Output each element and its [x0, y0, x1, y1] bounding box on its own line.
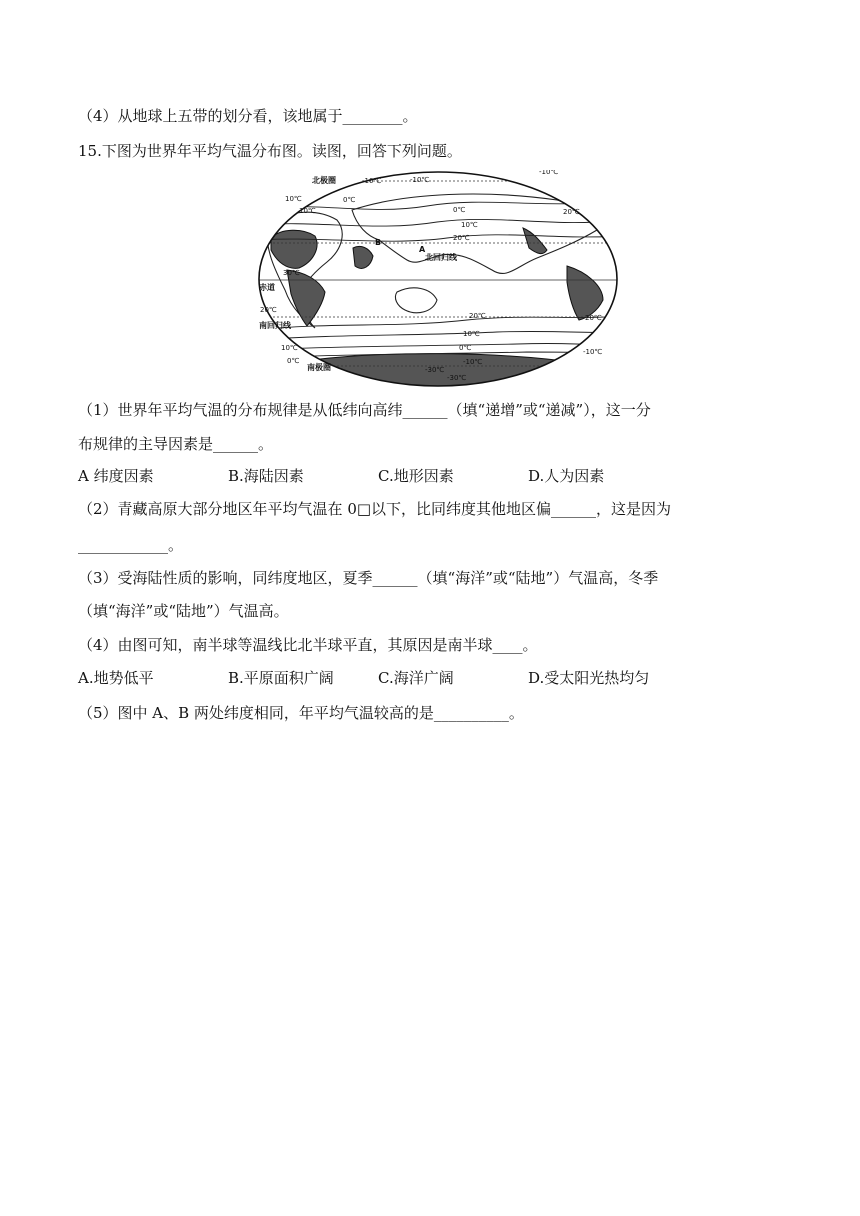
point-a-label: A — [419, 245, 426, 254]
isotherm-label: 20℃ — [260, 306, 277, 314]
q15-part2-line2: ____________。 — [78, 536, 184, 554]
isotherm-label: 30℃ — [283, 269, 300, 277]
isotherm-label: 20℃ — [563, 208, 580, 216]
isotherm-label: -30℃ — [425, 366, 445, 374]
antarctica-dark-region — [311, 354, 587, 388]
q15-part1-line2: 布规律的主导因素是______。 — [78, 435, 274, 453]
isotherm-label: 0℃ — [287, 357, 300, 365]
point-b-label: B — [375, 238, 382, 247]
isotherm-label: 20℃ — [469, 312, 486, 320]
q15-part2-line1: （2）青藏高原大部分地区年平均气温在 0□以下，比同纬度其他地区偏______，这是因为 — [78, 500, 672, 518]
isotherm-label: -30℃ — [447, 374, 467, 382]
equator-label: 赤道 — [259, 283, 275, 292]
q15-part3-line1: （3）受海陆性质的影响，同纬度地区，夏季______（填“海洋”或“陆地”）气温高，冬季 — [78, 569, 659, 587]
isotherm-label: 0℃ — [459, 344, 472, 352]
q15-part4: （4）由图可知，南半球等温线比北半球平直，其原因是南半球____。 — [78, 636, 538, 654]
option-d: D.人为因素 — [528, 467, 605, 485]
isotherm-label: 0℃ — [343, 196, 356, 204]
option-d: D.受太阳光热均匀 — [528, 669, 650, 687]
q15-part3-line2: （填“海洋”或“陆地”）气温高。 — [78, 602, 289, 620]
option-a: A.地势低平 — [78, 669, 154, 687]
q15-part1-line1: （1）世界年平均气温的分布规律是从低纬向高纬______（填“递增”或“递减”），这一分 — [78, 401, 651, 419]
tropic-of-cancer-label: 北回归线 — [425, 253, 457, 262]
tropic-of-capricorn-label: 南回归线 — [259, 321, 291, 330]
isotherm-label: -10℃ — [539, 170, 559, 176]
world-temperature-map — [257, 170, 619, 388]
isotherm-label: -10℃ — [463, 358, 483, 366]
q15-part5: （5）图中 A、B 两处纬度相同，年平均气温较高的是__________。 — [78, 704, 524, 722]
isotherm-label: -10℃ — [362, 177, 382, 185]
isotherm-label: -10℃ — [410, 176, 430, 184]
option-a: A 纬度因素 — [78, 467, 154, 485]
isotherm-label: 10℃ — [461, 221, 478, 229]
isotherm-label: 10℃ — [281, 344, 298, 352]
q15-title: 15.下图为世界年平均气温分布图。读图，回答下列问题。 — [78, 142, 462, 160]
option-c: C.海洋广阔 — [378, 669, 454, 687]
isotherm-label: 20℃ — [453, 234, 470, 242]
arctic-circle-label: 北极圈 — [312, 176, 336, 185]
option-b: B.平原面积广阔 — [228, 669, 334, 687]
isotherm-label: 10℃ — [463, 330, 480, 338]
q14-part4: （4）从地球上五带的划分看，该地属于________。 — [78, 107, 418, 125]
isotherm-label: 0℃ — [453, 206, 466, 214]
isotherm-label: 20℃ — [585, 314, 602, 322]
antarctic-circle-label: 南极圈 — [307, 363, 331, 372]
isotherm-label: 10℃ — [299, 207, 316, 215]
option-b: B.海陆因素 — [228, 467, 304, 485]
option-c: C.地形因素 — [378, 467, 454, 485]
isotherm-label: -10℃ — [583, 348, 603, 356]
isotherm-label: 10℃ — [285, 195, 302, 203]
